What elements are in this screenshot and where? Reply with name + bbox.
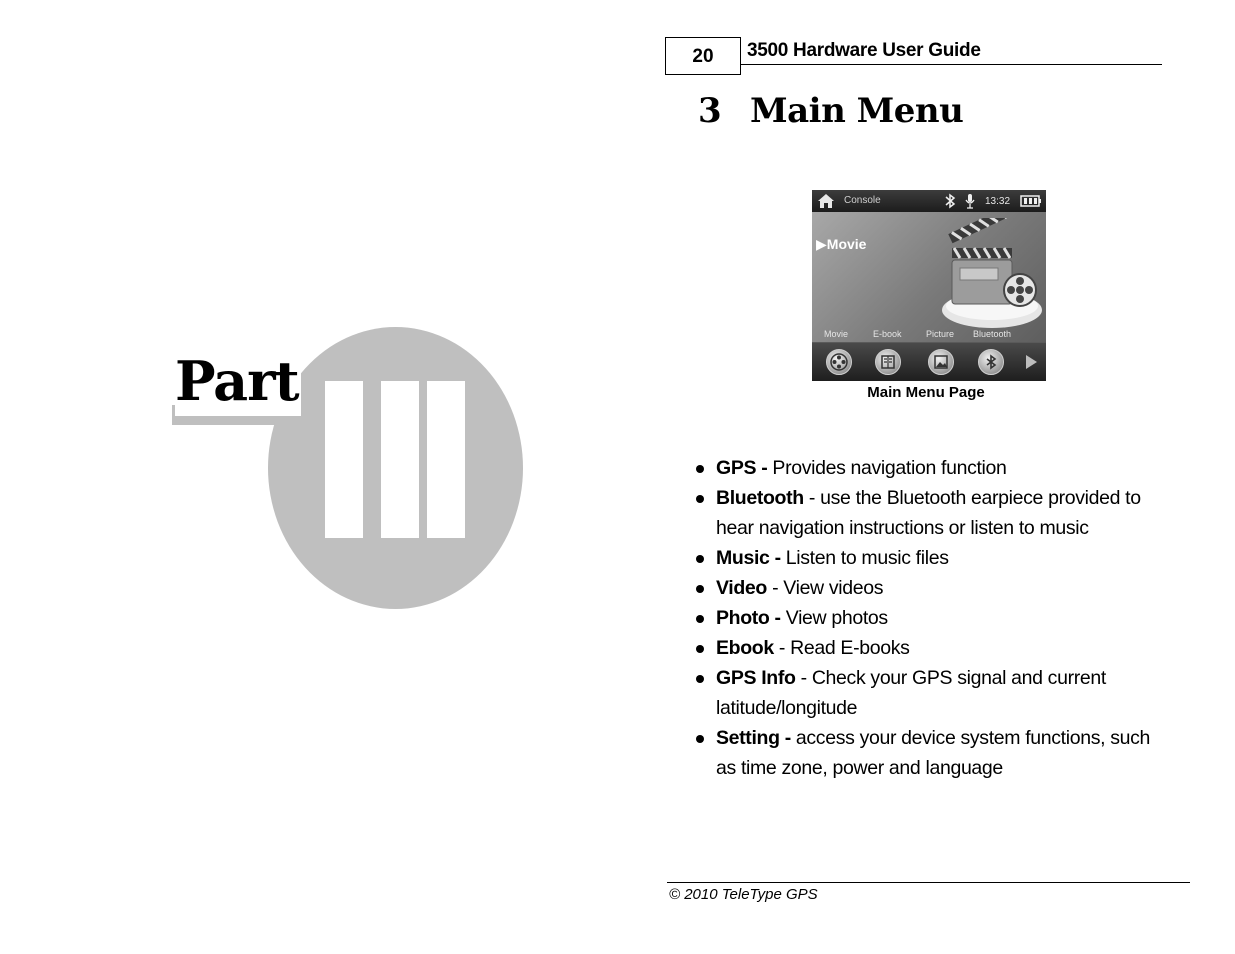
- bullet-icon: [696, 495, 704, 503]
- bullet-icon: [696, 735, 704, 743]
- feature-term: Music -: [716, 547, 781, 569]
- bullet-icon: [696, 675, 704, 683]
- feature-description: Listen to music files: [780, 547, 949, 569]
- chapter-name: Main Menu: [750, 91, 964, 131]
- home-icon: [817, 192, 835, 210]
- feature-term: Video: [716, 577, 767, 599]
- movie-clapperboard-icon: [930, 218, 1046, 336]
- device-menu-label: Movie: [824, 329, 849, 339]
- picture-icon: [928, 349, 954, 375]
- device-clock: 13:32: [985, 196, 1011, 207]
- feature-list: [694, 453, 1164, 783]
- bluetooth-icon: [944, 193, 956, 209]
- feature-term: GPS -: [716, 457, 768, 479]
- bullet-icon: [696, 585, 704, 593]
- bullet-icon: [696, 555, 704, 563]
- feature-description: - Check your GPS signal and current latitude/longitude: [716, 667, 1106, 719]
- footer-rule: [667, 882, 1190, 883]
- list-item: [694, 723, 1164, 783]
- bluetooth-icon: [978, 349, 1004, 375]
- feature-term: Setting -: [716, 727, 791, 749]
- device-menu-label: Bluetooth: [973, 329, 1012, 339]
- list-item: [694, 603, 1164, 633]
- feature-term: Photo -: [716, 607, 781, 629]
- feature-description: View photos: [780, 607, 888, 629]
- feature-term: GPS Info: [716, 667, 796, 689]
- list-item: [694, 453, 1164, 483]
- figure-caption: Main Menu Page: [867, 384, 985, 401]
- device-selected-item-label: Movie: [826, 236, 867, 252]
- movie-reel-icon: [826, 349, 852, 375]
- device-menu-label: Picture: [926, 329, 955, 339]
- feature-term: Ebook: [716, 637, 774, 659]
- device-status-bar: [812, 190, 1046, 212]
- footer-copyright: © 2010 TeleType GPS: [669, 886, 818, 903]
- part-numeral: [325, 381, 465, 538]
- list-item: [694, 573, 1164, 603]
- bullet-icon: [696, 645, 704, 653]
- device-selected-item: ▶Movie: [816, 236, 867, 252]
- page-number: 20: [665, 37, 741, 75]
- chapter-title: [698, 86, 963, 136]
- header-rule: [741, 64, 1162, 65]
- bullet-icon: [696, 615, 704, 623]
- feature-description: - Read E-books: [773, 637, 910, 659]
- ebook-icon: [875, 349, 901, 375]
- device-menu-labels: [812, 329, 1046, 343]
- battery-icon: [1020, 195, 1042, 207]
- device-title: Console: [844, 195, 881, 206]
- feature-description: Provides navigation function: [767, 457, 1007, 479]
- list-item: [694, 663, 1164, 723]
- running-title: 3500 Hardware User Guide: [747, 40, 981, 61]
- microphone-icon: [964, 193, 976, 209]
- device-dock: [812, 343, 1046, 381]
- device-menu-label: E-book: [873, 329, 902, 339]
- part-word: Part: [175, 346, 301, 416]
- chapter-number: 3: [698, 91, 722, 131]
- bullet-icon: [696, 465, 704, 473]
- list-item: [694, 543, 1164, 573]
- list-item: [694, 483, 1164, 543]
- feature-term: Bluetooth: [716, 487, 804, 509]
- list-item: [694, 633, 1164, 663]
- feature-description: - View videos: [767, 577, 884, 599]
- feature-description: - use the Bluetooth earpiece provided to hear navigation instructions or listen to music: [716, 487, 1141, 539]
- device-menu-body: [812, 212, 1046, 342]
- feature-description: access your device system functions, such as time zone, power and language: [716, 727, 1151, 779]
- main-menu-screenshot: [812, 190, 1046, 381]
- next-arrow-icon: [1026, 355, 1037, 369]
